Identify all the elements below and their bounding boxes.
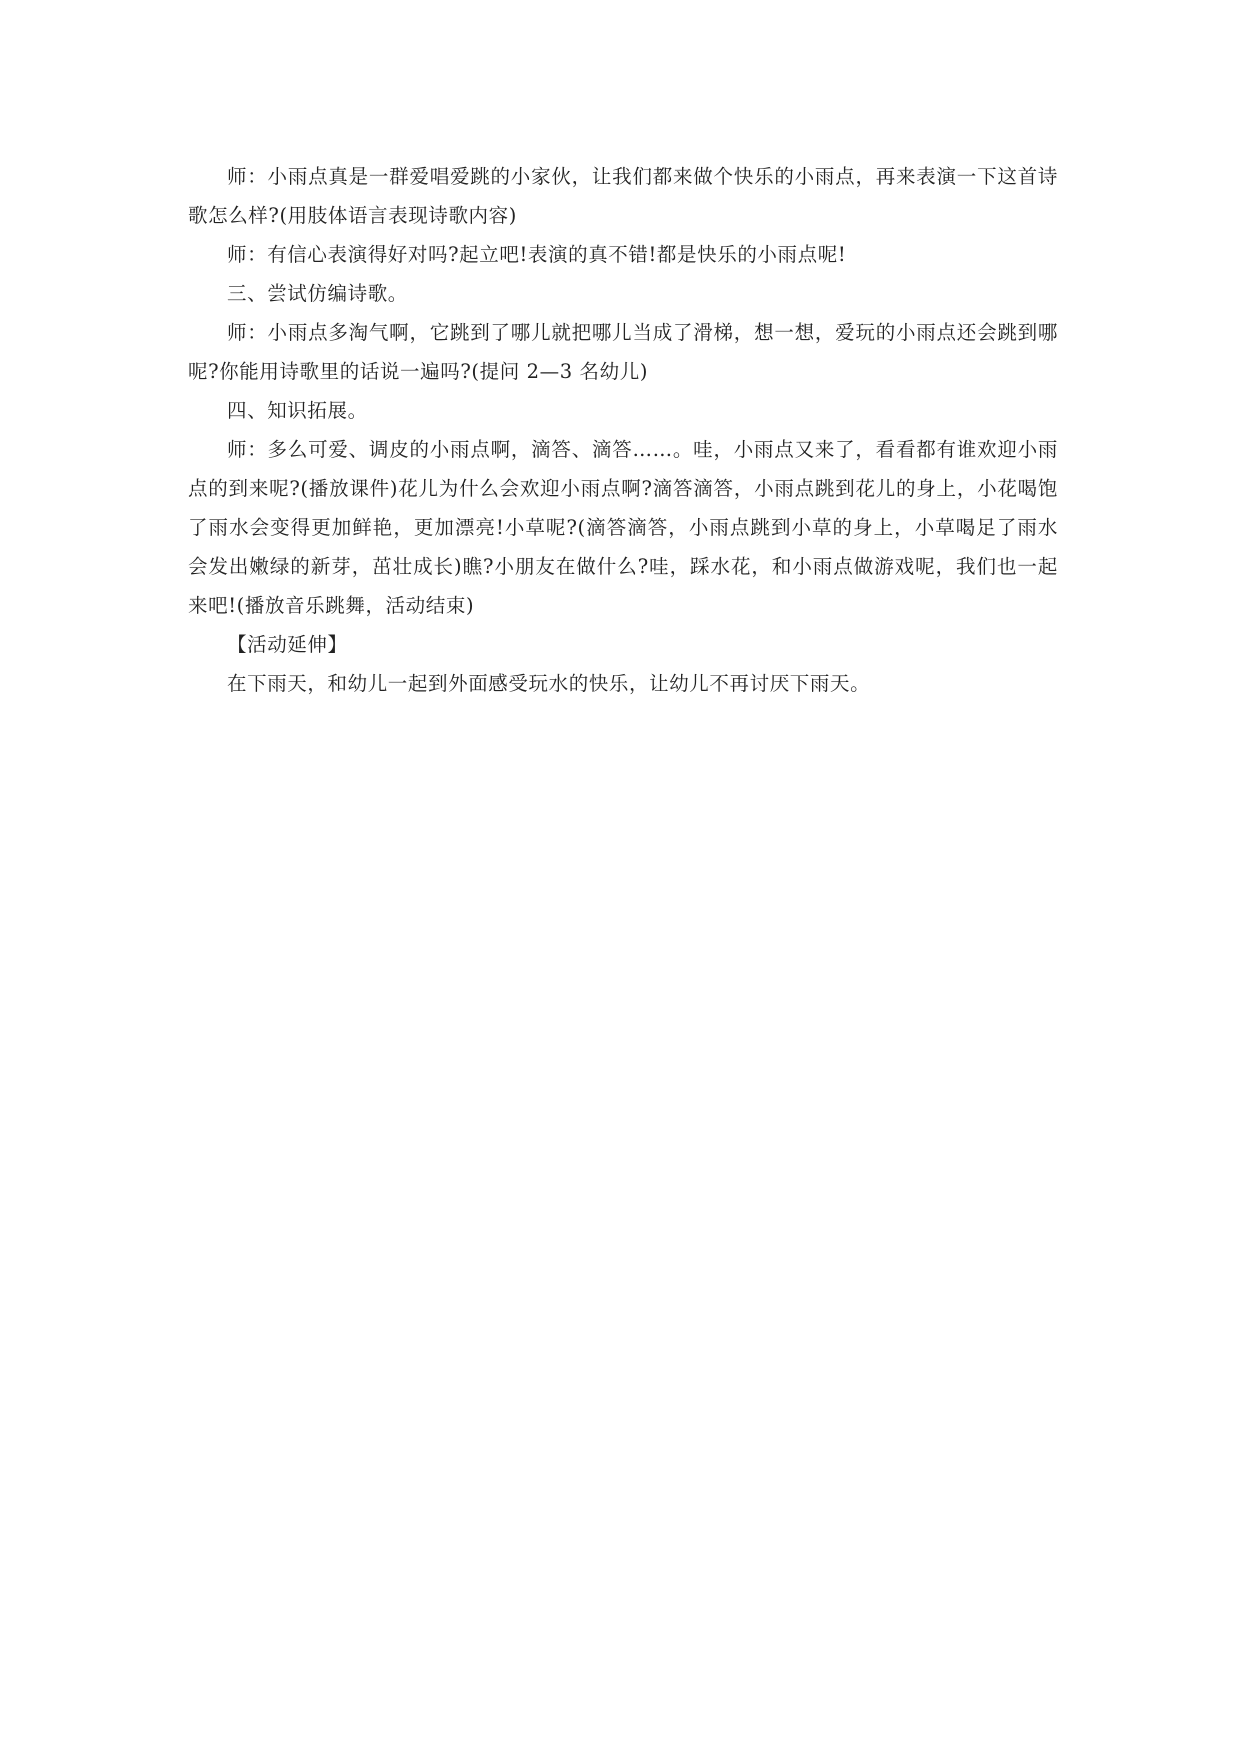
section-heading-activity-extension: 【活动延伸】: [227, 633, 348, 656]
paragraph-imitate-poem: 师：小雨点多淘气啊，它跳到了哪儿就把哪儿当成了滑梯，想一想，爱玩的小雨点还会跳到哪呢?你能用诗歌里的话说一遍吗?(提问 2—3 名幼儿): [188, 321, 1058, 383]
paragraph-knowledge-extension: 师：多么可爱、调皮的小雨点啊，滴答、滴答……。哇，小雨点又来了，看看都有谁欢迎小雨点的到来呢?(播放课件)花儿为什么会欢迎小雨点啊?滴答滴答，小雨点跳到花儿的身上，小花喝饱了雨水会变得更加鲜艳，更加漂亮!小草呢?(滴答滴答，小雨点跳到小草的身上，小草喝足了雨水会发出嫩绿的新芽，茁壮成长)瞧?小朋友在做什么?哇，踩水花，和小雨点做游戏呢，我们也一起来吧!(播放音乐跳舞，活动结束): [188, 438, 1058, 617]
section-heading-imitate: 三、尝试仿编诗歌。: [227, 282, 408, 305]
document-page: [188, 157, 1058, 703]
paragraph-confidence: 师：有信心表演得好对吗?起立吧!表演的真不错!都是快乐的小雨点呢!: [227, 243, 847, 266]
paragraph-rainy-day: 在下雨天，和幼儿一起到外面感受玩水的快乐，让幼儿不再讨厌下雨天。: [227, 672, 871, 695]
section-heading-extension: 四、知识拓展。: [227, 399, 368, 422]
paragraph-perform-poem: 师：小雨点真是一群爱唱爱跳的小家伙，让我们都来做个快乐的小雨点，再来表演一下这首诗歌怎么样?(用肢体语言表现诗歌内容): [188, 165, 1058, 227]
